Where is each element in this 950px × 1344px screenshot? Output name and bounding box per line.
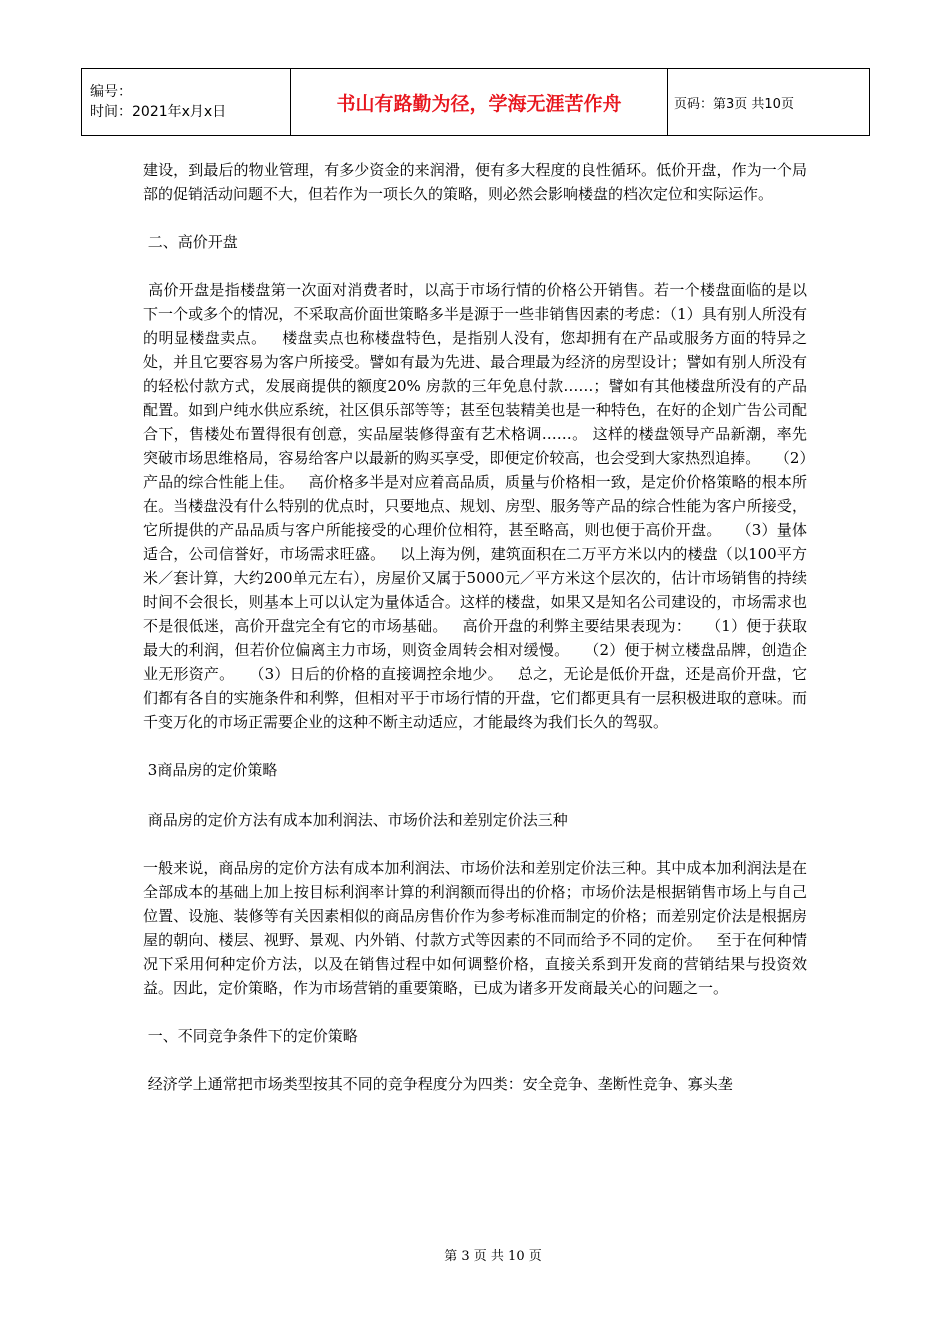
document-time-label: 时间：2021年x月x日 [90,104,227,120]
page-header [81,68,870,136]
paragraph-market-types: 经济学上通常把市场类型按其不同的竞争程度分为四类：安全竞争、垄断性竞争、寡头垄 [143,1075,733,1093]
paragraph-pricing-methods: 一般来说，商品房的定价方法有成本加利润法、市场价法和差别定价法三种。其中成本加利润法是在全部成本的基础上加上按目标利润率计算的利润额而得出的价格；市场价法是根据销售市场上与自己位置、设施、装修等有关因素相似的商品房售价作为参考标准而制定的价格；而差别定价法是根据房屋的朝向、楼层、视野、景观、内外销、付款方式等因素的不同而给予不同的定价。 至于在何种情况下采用何种定价方法，以及在销售过程中如何调整价格，直接关系到开发商的营销结果与投资效益。因此，定价策略，作为市场营销的重要策略，已成为诸多开发商最关心的问题之一。 [143,859,807,997]
subheading-pricing-methods: 商品房的定价方法有成本加利润法、市场价法和差别定价法三种 [143,811,568,829]
header-page-info: 页码：第3页 共10页 [668,69,870,136]
document-number-label: 编号： [90,84,132,100]
paragraph-continued: 建设，到最后的物业管理，有多少资金的来润滑，便有多大程度的良性循环。低价开盘，作为一个局部的促销活动问题不大，但若作为一项长久的策略，则必然会影响楼盘的档次定位和实际运作。 [143,161,807,203]
section-heading-pricing-strategy: 3商品房的定价策略 [143,761,278,779]
header-motto: 书山有路勤为径，学海无涯苦作舟 [291,69,668,136]
page-footer: 第 3 页 共 10 页 [444,1249,542,1264]
header-meta [82,69,291,136]
section-heading-high-price-opening: 二、高价开盘 [143,233,238,251]
section-heading-competition-pricing: 一、不同竞争条件下的定价策略 [143,1027,358,1045]
paragraph-high-price-opening: 高价开盘是指楼盘第一次面对消费者时，以高于市场行情的价格公开销售。若一个楼盘面临的是以下一个或多个的情况，不采取高价面世策略多半是源于一些非销售因素的考虑：（1）具有别人所没有的明显楼盘卖点。 楼盘卖点也称楼盘特色，是指别人没有，您却拥有在产品或服务方面的特异之处，并且它要容易为客户所接受。譬如有最为先进、最合理最为经济的房型设计；譬如有别人所没有的轻松付款方式，发展商提供的额度20% 房款的三年免息付款……；譬如有其他楼盘所没有的产品配置。如到户纯水供应系统，社区俱乐部等等；甚至包装精美也是一种特色，在好的企划广告公司配合下，售楼处布置得很有创意，实品屋装修得蛮有艺术格调……。 这样的楼盘领导产品新潮，率先突破市场思维格局，容易给客户以最新的购买享受，即便定价较高，也会受到大家热烈追捧。 （2）产品的综合性能上佳。 高价格多半是对应着高品质，质量与价格相一致，是定价价格策略的根本所在。当楼盘没有什么特别的优点时，只要地点、规划、房型、服务等产品的综合性能为客户所接受，它所提供的产品品质与客户所能接受的心理价位相符，甚至略高，则也便于高价开盘。 （3）量体适合，公司信誉好，市场需求旺盛。 以上海为例，建筑面积在二万平方米以内的楼盘（以100平方米／套计算，大约200单元左右），房屋价又属于5000元／平方米这个层次的，估计市场销售的持续时间不会很长，则基本上可以认定为量体适合。这样的楼盘，如果又是知名公司建设的，市场需求也不是很低迷，高价开盘完全有它的市场基础。 高价开盘的利弊主要结果表现为： （1）便于获取最大的利润，但若价位偏离主力市场，则资金周转会相对缓慢。 （2）便于树立楼盘品牌，创造企业无形资产。 （3）日后的价格的直接调控余地少。 总之，无论是低价开盘，还是高价开盘，它们都有各自的实施条件和利弊，但相对平于市场行情的开盘，它们都更具有一层积极进取的意味。而千变万化的市场正需要企业的这种不断主动适应，才能最终为我们长久的驾驭。 [143,281,807,731]
document-body [143,158,807,1096]
